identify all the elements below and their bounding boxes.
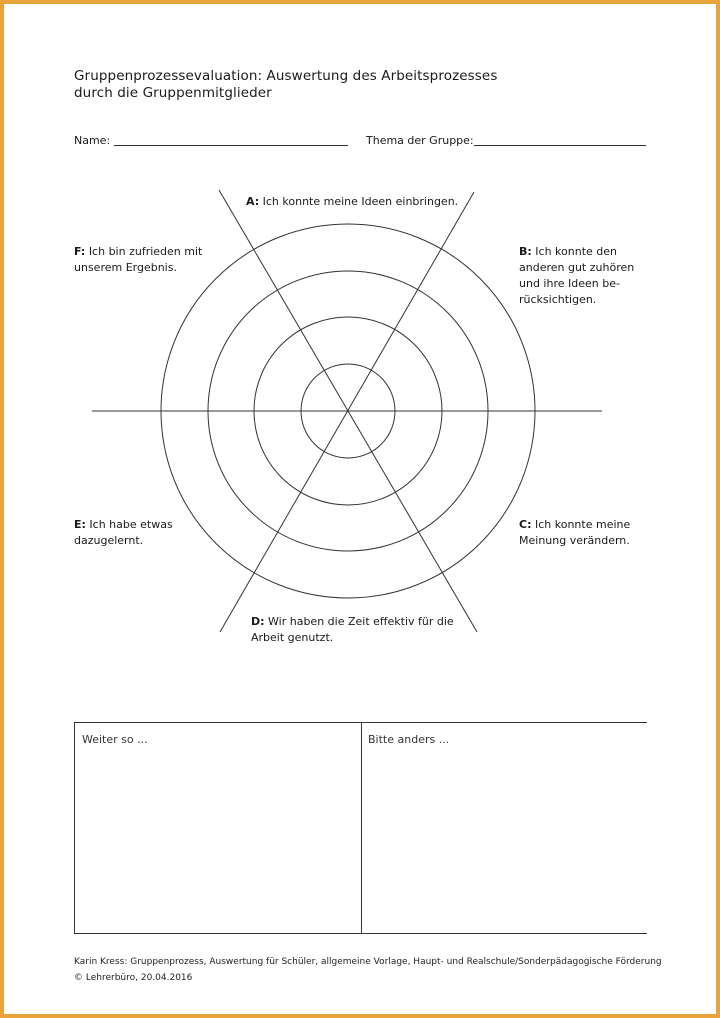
axis-text-d-2: Arbeit genutzt. <box>251 631 334 644</box>
feedback-box-weiter-so[interactable] <box>75 723 361 933</box>
axis-label-b <box>519 244 634 308</box>
title-line-2: durch die Gruppenmitglieder <box>74 85 272 101</box>
footer-credit: Karin Kress: Gruppenprozess, Auswertung für Schüler, allgemeine Vorlage, Haupt- und Realschule/Sonderpädagogische Förderung <box>74 957 662 967</box>
feedback-right-label: Bitte anders ... <box>368 733 450 746</box>
axis-label-f <box>74 244 202 276</box>
axis-text-b-4: rücksichtigen. <box>519 293 597 306</box>
feedback-left-label: Weiter so ... <box>82 733 148 746</box>
wheel-axis-b-d <box>220 192 474 632</box>
axis-text-e-1: Ich habe etwas <box>89 518 173 531</box>
axis-text-e-2: dazugelernt. <box>74 534 144 547</box>
name-label: Name: <box>74 134 111 147</box>
axis-text-d-1: Wir haben die Zeit effektiv für die <box>268 615 454 628</box>
axis-letter-b: B: <box>519 245 532 258</box>
axis-label-c <box>519 517 630 549</box>
axis-label-a <box>246 194 458 210</box>
worksheet-page <box>4 4 716 1014</box>
evaluation-wheel[interactable] <box>4 4 716 704</box>
axis-letter-e: E: <box>74 518 86 531</box>
axis-text-b-2: anderen gut zuhören <box>519 261 635 274</box>
feedback-box-bitte-anders[interactable] <box>362 723 647 933</box>
axis-letter-c: C: <box>519 518 532 531</box>
feedback-table <box>74 722 647 934</box>
axis-letter-f: F: <box>74 245 86 258</box>
axis-text-a: Ich konnte meine Ideen einbringen. <box>262 195 459 208</box>
axis-text-f-2: unserem Ergebnis. <box>74 261 177 274</box>
title-line-1: Gruppenprozessevaluation: Auswertung des Arbeitsprozesses <box>74 68 498 84</box>
axis-text-c-1: Ich konnte meine <box>534 518 631 531</box>
page-footer <box>74 954 662 986</box>
topic-label: Thema der Gruppe: <box>366 134 474 147</box>
axis-text-b-3: und ihre Ideen be- <box>519 277 620 290</box>
axis-label-d <box>251 614 454 646</box>
axis-letter-d: D: <box>251 615 265 628</box>
axis-label-e <box>74 517 173 549</box>
axis-text-b-1: Ich konnte den <box>535 245 618 258</box>
footer-copyright: © Lehrerbüro, 20.04.2016 <box>74 973 193 983</box>
axis-letter-a: A: <box>246 195 260 208</box>
axis-text-c-2: Meinung verändern. <box>519 534 630 547</box>
axis-text-f-1: Ich bin zufrieden mit <box>88 245 203 258</box>
